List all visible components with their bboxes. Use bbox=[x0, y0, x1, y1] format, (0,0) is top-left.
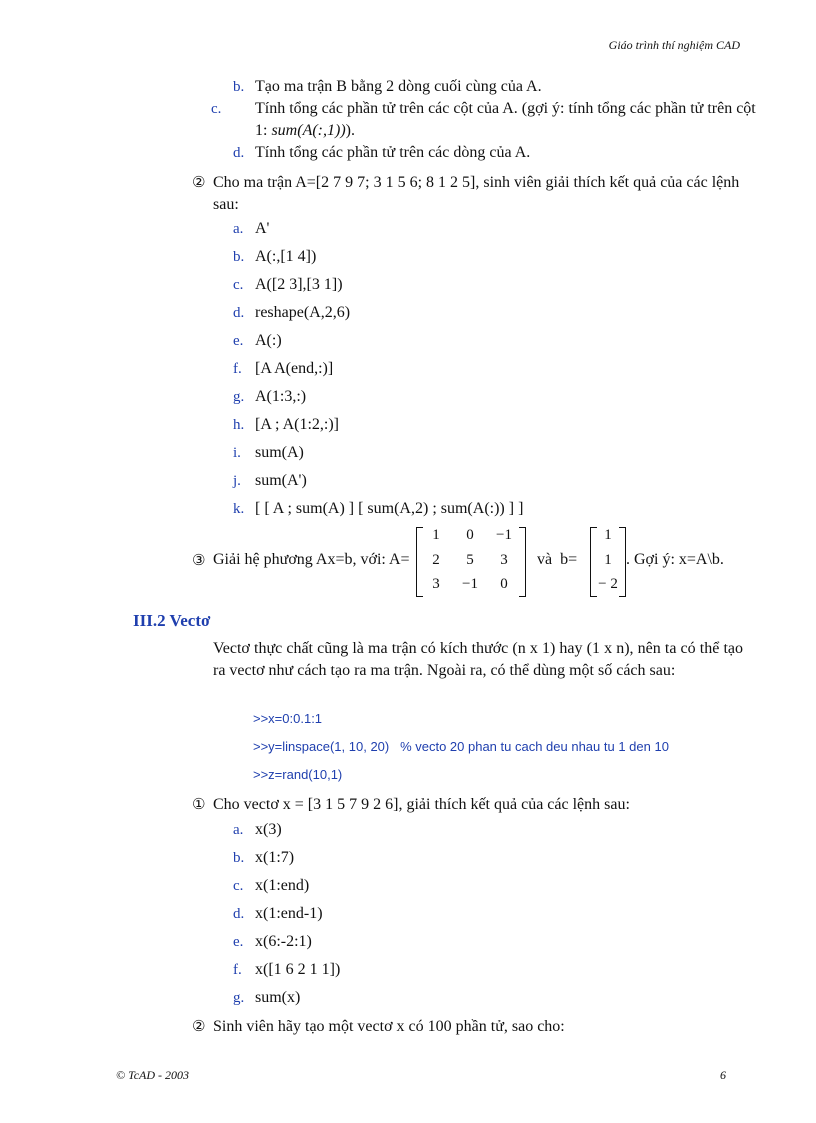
matrix-cell: 0 bbox=[500, 576, 508, 592]
list-item bbox=[233, 302, 743, 324]
list-letter: g. bbox=[233, 389, 245, 405]
list-letter: i. bbox=[233, 445, 241, 461]
list-letter: a. bbox=[233, 822, 244, 838]
list-item bbox=[233, 386, 743, 408]
list-letter: f. bbox=[233, 361, 242, 377]
exercise-3 bbox=[192, 527, 752, 599]
list-text: x([1 6 2 1 1]) bbox=[255, 961, 341, 978]
list-text-after: ). bbox=[345, 122, 355, 139]
list-text: A(1:3,:) bbox=[255, 388, 307, 405]
list-item bbox=[233, 498, 743, 520]
page-number: 6 bbox=[720, 1068, 726, 1082]
list-letter: c. bbox=[211, 101, 222, 117]
matrix-cell: 3 bbox=[432, 576, 440, 592]
list-text: sum(A) bbox=[255, 444, 304, 461]
list-letter: d. bbox=[233, 305, 245, 321]
list-item bbox=[233, 987, 743, 1009]
matrix-cell: −1 bbox=[462, 576, 478, 592]
list-letter: j. bbox=[233, 473, 241, 489]
list-letter: c. bbox=[233, 878, 244, 894]
list-item bbox=[233, 470, 743, 492]
intro-paragraph: Vectơ thực chất cũng là ma trận có kích thước (n x 1) hay (1 x n), nên ta có thể tạo ra vectơ như cách tạo ra ma trận. Ngoài ra, có thể dùng một số cách sau: bbox=[213, 640, 743, 679]
list-text: [A A(end,:)] bbox=[255, 360, 334, 377]
list-text: reshape(A,2,6) bbox=[255, 304, 351, 321]
exercise-2 bbox=[192, 171, 766, 216]
page-header: Giáo trình thí nghiệm CAD bbox=[608, 38, 740, 52]
list-item bbox=[233, 218, 743, 240]
list-item bbox=[233, 414, 743, 436]
list-text: A' bbox=[255, 220, 270, 237]
list-letter: k. bbox=[233, 501, 245, 517]
code-line: >>x=0:0.1:1 bbox=[253, 711, 323, 726]
matrix-cell: 5 bbox=[466, 552, 474, 568]
exercise-text: Sinh viên hãy tạo một vectơ x có 100 phần tử, sao cho: bbox=[213, 1018, 565, 1035]
list-letter: a. bbox=[233, 221, 244, 237]
exercise-hint: . Gợi ý: x=A\b. bbox=[626, 551, 724, 568]
vector-cell: 1 bbox=[604, 552, 612, 568]
matrix-cell: 2 bbox=[432, 552, 440, 568]
list-item bbox=[233, 274, 743, 296]
exercise-text: Cho ma trận A=[2 7 9 7; 3 1 5 6; 8 1 2 5], sinh viên giải thích kết quả của các lệnh sau: bbox=[213, 174, 740, 213]
list-text: x(1:end-1) bbox=[255, 905, 323, 922]
list-item bbox=[233, 358, 743, 380]
vector-b bbox=[590, 527, 626, 597]
exercise-text: Cho vectơ x = [3 1 5 7 9 2 6], giải thích kết quả của các lệnh sau: bbox=[213, 796, 630, 813]
section-title: III.2 Vectơ bbox=[133, 611, 211, 630]
list-letter: c. bbox=[233, 277, 244, 293]
code-line: >>z=rand(10,1) bbox=[253, 767, 343, 782]
list-letter: e. bbox=[233, 333, 244, 349]
vector-cell: − 2 bbox=[598, 576, 618, 592]
list-letter: h. bbox=[233, 417, 245, 433]
code-line: >>y=linspace(1, 10, 20) % vecto 20 phan tu cach deu nhau tu 1 den 10 bbox=[253, 739, 669, 754]
list-letter: b. bbox=[233, 850, 245, 866]
list-letter: g. bbox=[233, 990, 245, 1006]
list-item bbox=[233, 142, 743, 164]
list-item bbox=[233, 903, 743, 925]
list-text: sum(A') bbox=[255, 472, 307, 489]
vector-cell: 1 bbox=[604, 527, 612, 543]
list-text: Tính tổng các phần tử trên các dòng của A. bbox=[255, 144, 531, 161]
list-text: sum(x) bbox=[255, 989, 301, 1006]
list-text: x(1:7) bbox=[255, 849, 295, 866]
matrix-cell: 1 bbox=[432, 527, 440, 543]
list-text: x(1:end) bbox=[255, 877, 310, 894]
exercise-marker: ② bbox=[192, 173, 206, 191]
matrix-cell: 3 bbox=[500, 552, 508, 568]
exercise-conjunction: và b= bbox=[537, 551, 578, 568]
footer-copyright: © TcAD - 2003 bbox=[116, 1068, 190, 1082]
list-text: A([2 3],[3 1]) bbox=[255, 276, 343, 293]
list-letter: b. bbox=[233, 249, 245, 265]
list-item bbox=[233, 819, 743, 841]
exercise-marker: ③ bbox=[192, 551, 206, 569]
list-letter: e. bbox=[233, 934, 244, 950]
list-text: Tính tổng các phần tử trên các cột của A. (gợi ý: tính tổng các phần tử trên cột 1: bbox=[255, 100, 756, 139]
list-text: A(:,[1 4]) bbox=[255, 248, 317, 265]
list-item bbox=[233, 847, 743, 869]
list-text: [ [ A ; sum(A) ] [ sum(A,2) ; sum(A(:)) ] ] bbox=[255, 500, 524, 517]
list-letter: d. bbox=[233, 906, 245, 922]
list-text-italic: sum(A(:,1)) bbox=[271, 122, 346, 139]
list-text: [A ; A(1:2,:)] bbox=[255, 416, 339, 433]
list-letter: b. bbox=[233, 79, 245, 95]
list-item bbox=[233, 875, 743, 897]
vector-exercise-2 bbox=[192, 1015, 766, 1038]
list-item bbox=[233, 76, 743, 98]
list-item bbox=[211, 98, 765, 142]
list-item bbox=[233, 442, 743, 464]
vector-exercise-1 bbox=[192, 793, 766, 816]
matrix-a bbox=[416, 527, 526, 597]
list-text: x(6:-2:1) bbox=[255, 933, 312, 950]
matrix-cell: 0 bbox=[466, 527, 474, 543]
list-item bbox=[233, 931, 743, 953]
exercise-text: Giải hệ phương Ax=b, với: A= bbox=[213, 551, 410, 568]
list-text: A(:) bbox=[255, 332, 282, 349]
list-item bbox=[233, 959, 743, 981]
exercise-marker: ① bbox=[192, 795, 206, 813]
matrix-cell: −1 bbox=[496, 527, 512, 543]
list-item bbox=[233, 330, 743, 352]
list-text: x(3) bbox=[255, 821, 282, 838]
list-text: Tạo ma trận B bằng 2 dòng cuối cùng của A. bbox=[255, 78, 542, 95]
list-letter: f. bbox=[233, 962, 242, 978]
list-item bbox=[233, 246, 743, 268]
list-letter: d. bbox=[233, 145, 245, 161]
exercise-marker: ② bbox=[192, 1017, 206, 1035]
